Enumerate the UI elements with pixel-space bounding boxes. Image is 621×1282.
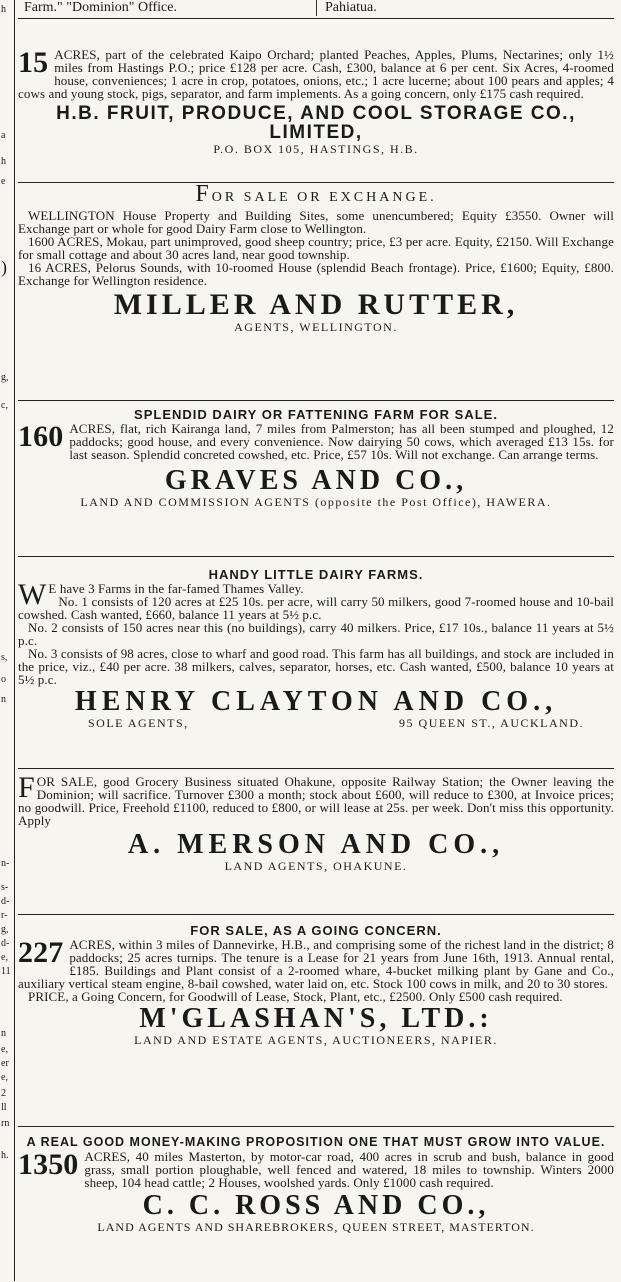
- ad-text: ACRES, 40 miles Masterton, by motor-car road, 400 acres in scrub and bush, balance in good grass, small portion ploughable, well fenced and watered, 18 miles to township. Winters 2000 sheep, 104 head cattle; 2 Houses, woolshed yards. Only £1000 cash required.: [84, 1149, 614, 1190]
- gutter-text: ll: [1, 1102, 7, 1113]
- gutter-text: e: [1, 176, 6, 187]
- firm-name: HENRY CLAYTON AND CO.,: [74, 686, 558, 717]
- gutter-text: n-: [1, 858, 10, 869]
- gutter-text: s,: [1, 652, 8, 663]
- top-continuation-line: [18, 0, 614, 19]
- ad-heading: FOR SALE, AS A GOING CONCERN.: [190, 923, 442, 938]
- ad-mglashan: [18, 914, 614, 1119]
- firm-address: LAND AND ESTATE AGENTS, AUCTIONEERS, NAPIER.: [134, 1033, 498, 1047]
- ad-paragraph: No. 3 consists of 98 acres, close to wharf and good road. This farm has all buildings, and stock are included in the price, viz., £40 per acre. 38 milkers, calves, separator, horses, etc. Cash wanted, £500, balance 10 years at 5½ p.c.: [18, 646, 614, 687]
- ad-body: [18, 48, 614, 100]
- ad-merson: [18, 768, 614, 909]
- firm-address: P.O. BOX 105, HASTINGS, H.B.: [213, 142, 419, 156]
- ad-text: ACRES, within 3 miles of Dannevirke, H.B., and comprising some of the richest land in the district; 8 paddocks; 25 acres turnips. The tenure is a Lease for 21 years from June 16th, 1913. Annual rental, £185. Buildings and Plant consist of a 2-roomed whare, 4-bucket milking plant by Gane and Co., auxiliary vertical steam engine, 8-bail cowshed, water laid on, etc. Stock 100 cows in milk, and 20 to 30 stores.: [18, 937, 614, 991]
- ad-paragraph: No. 2 consists of 150 acres near this (no buildings), carry 40 milkers. Price, £17 10s., balance 11 years at 5½ p.c.: [18, 620, 614, 648]
- gutter-text: d-: [1, 896, 10, 907]
- gutter-text: e,: [1, 1044, 8, 1055]
- advertisement-column: [18, 0, 614, 1281]
- ad-body: [18, 422, 614, 461]
- ad-paragraph: [18, 938, 614, 990]
- ad-body: [18, 771, 614, 828]
- gutter-text: n: [1, 1028, 6, 1039]
- gutter-text: c,: [1, 400, 8, 411]
- gutter-text: ): [1, 257, 7, 277]
- ad-paragraph: No. 1 consists of 120 acres at £25 10s. per acre, will carry 50 milkers, good 7-roomed house and 10-bail cowshed. Cash wanted, £660, balance 11 years at 5½ p.c.: [18, 594, 614, 622]
- firm-name: M'GLASHAN'S, LTD.:: [139, 1003, 493, 1034]
- ad-hb-fruit: [18, 48, 614, 178]
- gutter-text: 2: [1, 1088, 6, 1099]
- gutter-text: er: [1, 1058, 9, 1069]
- acreage-number: 160: [18, 420, 64, 453]
- ad-paragraph: 1600 ACRES, Mokau, part unimproved, good sheep country; price, £3 per acre. Equity, £2150. Will Exchange for small cottage and about 30 acres land, near good township.: [18, 234, 614, 262]
- ad-text: E have 3 Farms in the far-famed Thames Valley.: [48, 581, 304, 596]
- gutter-text: h.: [1, 1150, 9, 1161]
- ad-henry-clayton: [18, 556, 614, 757]
- drop-cap: W: [18, 578, 47, 611]
- gutter-text: s-: [1, 882, 9, 893]
- firm-address: LAND AGENTS AND SHAREBROKERS, QUEEN STREET, MASTERTON.: [97, 1220, 535, 1234]
- gutter-text: h: [1, 156, 6, 167]
- ad-graves: [18, 400, 614, 541]
- ad-paragraph: PRICE, a Going Concern, for Goodwill of Lease, Stock, Plant, etc., £2500. Only £500 cash required.: [28, 989, 563, 1004]
- firm-street: 95 QUEEN ST., AUCKLAND.: [399, 716, 584, 730]
- ad-paragraph: 16 ACRES, Pelorus Sounds, with 10-roomed House (splendid Beach frontage). Price, £1600; Equity, £800. Exchange for Wellington residence.: [18, 260, 614, 288]
- acreage-number: 1350: [18, 1148, 79, 1181]
- drop-cap: F: [195, 181, 212, 207]
- ad-paragraph: WELLINGTON House Property and Building Sites, some unencumbered; Equity £3550. Owner will Exchange part or whole for good Dairy Farm close to Wellington.: [18, 208, 614, 236]
- ad-ross: [18, 1126, 614, 1282]
- firm-role: SOLE AGENTS,: [88, 716, 189, 730]
- acreage-number: 227: [18, 936, 64, 969]
- firm-address: [18, 716, 614, 730]
- acreage-number: 15: [18, 46, 49, 79]
- firm-name: GRAVES AND CO.,: [164, 465, 468, 496]
- ad-text: ACRES, flat, rich Kairanga land, 7 miles from Palmerston; has all been stumped and ploughed, 12 paddocks; good house, and every convenience. Now dairying 50 cows, which averaged £13 15s. for last season. Splendid concreted cowshed, etc. Price, £57 10s. Will not exchange. Can arrange terms.: [69, 421, 614, 462]
- adjacent-column-fragment: [0, 0, 15, 1281]
- firm-address: LAND AND COMMISSION AGENTS (opposite the Post Office), HAWERA.: [80, 495, 552, 509]
- firm-address: AGENTS, WELLINGTON.: [234, 320, 398, 334]
- ad-heading: HANDY LITTLE DAIRY FARMS.: [208, 567, 424, 582]
- firm-name: A. MERSON AND CO.,: [127, 829, 505, 860]
- gutter-text: e,: [1, 1072, 8, 1083]
- firm-name: MILLER AND RUTTER,: [113, 288, 519, 321]
- gutter-text: d-: [1, 938, 10, 949]
- ad-heading: A REAL GOOD MONEY-MAKING PROPOSITION ONE THAT MUST GROW INTO VALUE.: [26, 1135, 606, 1149]
- ad-text: OR SALE, good Grocery Business situated Ohakune, opposite Railway Station; the Owner leaving the Dominion; will sacrifice. Turnover £300 a month; stock about £600, will reduce to £300, at Invoice prices; no goodwill. Price, Freehold £1100, reduced to £800, or will lease at 25s. per week. Don't miss this opportunity. Apply: [18, 774, 614, 828]
- ad-miller-rutter: [18, 182, 614, 389]
- gutter-text: n: [1, 694, 6, 705]
- firm-name: C. C. ROSS AND CO.,: [142, 1190, 490, 1221]
- top-right-text: Pahiatua.: [316, 0, 377, 16]
- drop-cap: F: [18, 771, 35, 804]
- gutter-text: a: [1, 130, 6, 141]
- gutter-text: g,: [1, 372, 9, 383]
- ad-heading: [18, 183, 614, 209]
- top-left-text: Farm." "Dominion" Office.: [24, 0, 177, 15]
- ad-body: [18, 1150, 614, 1189]
- ad-heading: SPLENDID DAIRY OR FATTENING FARM FOR SALE.: [134, 407, 498, 422]
- gutter-text: r-: [1, 910, 8, 921]
- ad-heading-text: OR SALE OR EXCHANGE.: [211, 190, 437, 205]
- gutter-text: 11: [1, 966, 11, 977]
- gutter-text: h: [1, 4, 6, 15]
- gutter-text: e,: [1, 952, 8, 963]
- firm-address: LAND AGENTS, OHAKUNE.: [224, 859, 408, 873]
- firm-name: H.B. FRUIT, PRODUCE, AND COOL STORAGE CO., LIMITED,: [56, 103, 576, 143]
- gutter-text: o: [1, 674, 6, 685]
- ad-text: ACRES, part of the celebrated Kaipo Orchard; planted Peaches, Apples, Plums, Nectarines; only 1½ miles from Hastings P.O.; price £128 per acre. Cash, £300, balance at 6 per cent. Six Acres, 4-roomed house, conveniences; 1 acre in crop, potatoes, onions, etc.; 1 acre lucerne; about 100 pears and apples; 4 cows and young stock, pigs, separator, and farm implements. As a going concern, only £175 cash required.: [18, 47, 614, 101]
- gutter-text: g,: [1, 924, 9, 935]
- gutter-text: rn: [1, 1118, 10, 1129]
